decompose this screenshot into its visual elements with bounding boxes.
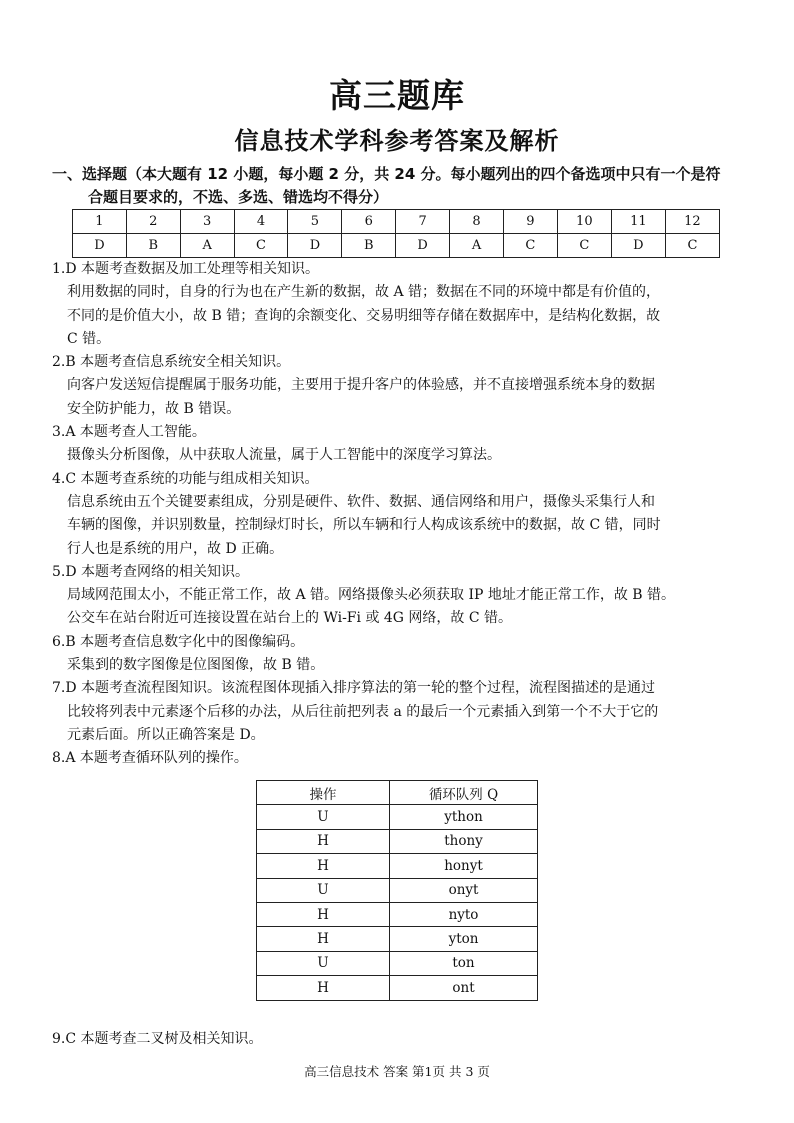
- queue-header-queue: 循环队列 Q: [390, 781, 538, 805]
- explanation-line: 利用数据的同时，自身的行为也在产生新的数据，故 A 错；数据在不同的环境中都是有价值的，: [67, 284, 661, 301]
- question-3: [52, 421, 752, 468]
- queue-header-operation: 操作: [257, 781, 390, 805]
- answer-number: 8: [450, 210, 504, 234]
- queue-value: nyto: [390, 902, 538, 926]
- queue-op: H: [257, 854, 390, 878]
- answer-letter: B: [342, 234, 396, 258]
- queue-row: [257, 927, 538, 951]
- question-5: [52, 561, 752, 631]
- explanation-line: 元素后面。所以正确答案是 D。: [67, 726, 265, 743]
- explanation-line: 摄像头分析图像，从中获取人流量，属于人工智能中的深度学习算法。: [67, 447, 501, 464]
- answer-letter: C: [557, 234, 611, 258]
- answer-letter: D: [73, 234, 127, 258]
- section-heading-line1: 一、选择题（本大题有 12 小题，每小题 2 分，共 24 分。每小题列出的四个备选项中只有一个是符: [52, 165, 721, 183]
- question-heading: 4.C 本题考查系统的功能与组成相关知识。: [52, 470, 319, 487]
- queue-table: [256, 780, 538, 1001]
- answer-letter: D: [288, 234, 342, 258]
- question-heading: 2.B 本题考查信息系统安全相关知识。: [52, 354, 291, 371]
- explanation-line: 车辆的图像，并识别数量，控制绿灯时长，所以车辆和行人构成该系统中的数据，故 C 错，同时: [67, 517, 661, 534]
- queue-op: H: [257, 976, 390, 1000]
- answer-letter: C: [665, 234, 719, 258]
- answer-number: 2: [126, 210, 180, 234]
- explanation-line: 安全防护能力，故 B 错误。: [67, 400, 241, 417]
- explanation-line: 局域网范围太小，不能正常工作，故 A 错。网络摄像头必须获取 IP 地址才能正常工作，故 B 错。: [67, 587, 676, 604]
- answer-number: 10: [557, 210, 611, 234]
- queue-header-row: [257, 781, 538, 805]
- answer-number: 11: [611, 210, 665, 234]
- question-heading: 3.A 本题考查人工智能。: [52, 424, 206, 441]
- queue-op: H: [257, 902, 390, 926]
- answer-number: 9: [503, 210, 557, 234]
- page-footer: 高三信息技术 答案 第1页 共 3 页: [304, 1064, 490, 1079]
- queue-row: [257, 951, 538, 975]
- queue-op: U: [257, 878, 390, 902]
- answer-letter: C: [503, 234, 557, 258]
- explanation-line: 比较将列表中元素逐个后移的办法，从后往前把列表 a 的最后一个元素插入到第一个不大于它的: [67, 703, 659, 720]
- queue-value: ton: [390, 951, 538, 975]
- answer-number: 4: [234, 210, 288, 234]
- queue-value: yton: [390, 927, 538, 951]
- question-heading: 7.D 本题考查流程图知识。该流程图体现插入排序算法的第一轮的整个过程，流程图描述的是通过: [52, 680, 656, 697]
- explanation-line: 信息系统由五个关键要素组成，分别是硬件、软件、数据、通信网络和用户，摄像头采集行人和: [67, 493, 655, 510]
- page-title: 高三题库: [329, 76, 465, 115]
- answer-letter: B: [126, 234, 180, 258]
- answer-number: 1: [73, 210, 127, 234]
- answer-letter: A: [180, 234, 234, 258]
- question-heading: 1.D 本题考查数据及加工处理等相关知识。: [52, 261, 320, 277]
- answer-number: 12: [665, 210, 719, 234]
- section-heading-line2: 合题目要求的，不选、多选、错选均不得分）: [88, 188, 389, 206]
- answer-letter: D: [396, 234, 450, 258]
- answer-number: 6: [342, 210, 396, 234]
- queue-row: [257, 805, 538, 829]
- explanation-line: C 错。: [67, 330, 111, 347]
- answer-table: [72, 209, 720, 258]
- question-heading: 6.B 本题考查信息数字化中的图像编码。: [52, 633, 305, 650]
- queue-op: U: [257, 951, 390, 975]
- queue-value: honyt: [390, 854, 538, 878]
- queue-op: U: [257, 805, 390, 829]
- answer-letter: C: [234, 234, 288, 258]
- question-4: [52, 468, 752, 561]
- question-6: [52, 631, 752, 678]
- page-subtitle: 信息技术学科参考答案及解析: [234, 127, 560, 155]
- answer-number: 5: [288, 210, 342, 234]
- answer-number-row: [73, 210, 720, 234]
- queue-row: [257, 976, 538, 1000]
- explanation-line: 公交车在站台附近可连接设置在站台上的 Wi-Fi 或 4G 网络，故 C 错。: [67, 610, 513, 627]
- answer-number: 7: [396, 210, 450, 234]
- answer-letter-row: [73, 234, 720, 258]
- answer-letter: A: [450, 234, 504, 258]
- explanation-line: 向客户发送短信提醒属于服务功能，主要用于提升客户的体验感，并不直接增强系统本身的数据: [67, 377, 655, 394]
- answer-number: 3: [180, 210, 234, 234]
- queue-row: [257, 829, 538, 853]
- explanation-line: 采集到的数字图像是位图图像，故 B 错。: [67, 657, 325, 674]
- queue-op: H: [257, 829, 390, 853]
- question-2: [52, 351, 752, 421]
- question-heading: 8.A 本题考查循环队列的操作。: [52, 750, 248, 767]
- queue-value: ython: [390, 805, 538, 829]
- question-heading: 5.D 本题考查网络的相关知识。: [52, 563, 250, 580]
- queue-value: onyt: [390, 878, 538, 902]
- explanations: [52, 258, 752, 771]
- queue-op: H: [257, 927, 390, 951]
- explanation-line: 行人也是系统的用户，故 D 正确。: [67, 540, 284, 557]
- queue-row: [257, 854, 538, 878]
- queue-row: [257, 902, 538, 926]
- question-1: [52, 258, 752, 351]
- question-8: [52, 747, 752, 770]
- section-heading: [52, 163, 747, 209]
- question-7: [52, 677, 752, 747]
- queue-value: thony: [390, 829, 538, 853]
- queue-row: [257, 878, 538, 902]
- queue-value: ont: [390, 976, 538, 1000]
- question-9-heading: 9.C 本题考查二叉树及相关知识。: [52, 1031, 263, 1047]
- answer-letter: D: [611, 234, 665, 258]
- explanation-line: 不同的是价值大小，故 B 错；查询的余额变化、交易明细等存储在数据库中，是结构化数据，故: [67, 307, 661, 324]
